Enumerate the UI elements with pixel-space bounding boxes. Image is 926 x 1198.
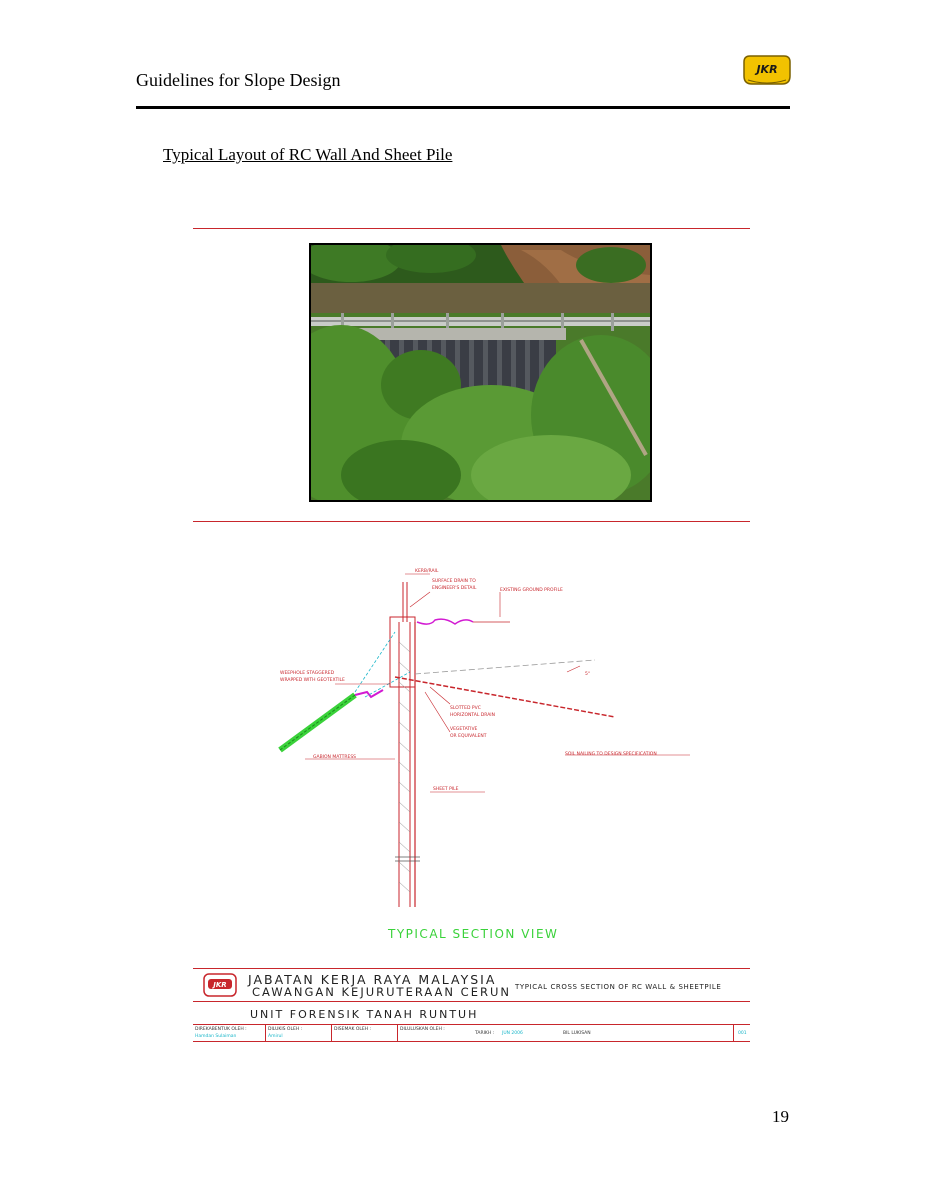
field-drawn-by: DILUKIS OLEH : xyxy=(268,1027,303,1032)
drawing-title: TYPICAL CROSS SECTION OF RC WALL & SHEETPILE xyxy=(515,983,722,991)
header-rule xyxy=(136,106,790,109)
label-drain: SURFACE DRAIN TO xyxy=(432,579,476,584)
field-date: TARIKH : xyxy=(475,1031,495,1036)
field-date-value: JUN 2006 xyxy=(502,1031,523,1036)
title-block-lower-rule xyxy=(193,1024,750,1025)
title-block-divider xyxy=(331,1024,332,1041)
field-approved-by: DILULUSKAN OLEH : xyxy=(400,1027,445,1032)
gabion-mattress-drawing xyxy=(280,690,383,750)
jkr-logo xyxy=(740,52,794,88)
org-line-2: CAWANGAN KEJURUTERAAN CERUN xyxy=(252,985,511,999)
label-soil-nailing: SOIL NAILING TO DESIGN SPECIFICATION xyxy=(565,752,657,757)
label-vegetation: VEGETATIVE xyxy=(450,727,478,732)
title-block-divider xyxy=(733,1024,734,1041)
site-photo xyxy=(309,243,652,502)
label-vegetation-2: OR EQUIVALENT xyxy=(450,734,487,739)
unit-name: UNIT FORENSIK TANAH RUNTUH xyxy=(250,1008,479,1021)
field-drawing-number-value: 001 xyxy=(738,1031,747,1036)
field-checked-by: DISEMAK OLEH : xyxy=(334,1027,372,1032)
title-block-divider xyxy=(265,1024,266,1041)
title-block-bottom-rule xyxy=(193,1041,750,1042)
title-block-top-rule xyxy=(193,968,750,969)
svg-text:JKR: JKR xyxy=(213,981,227,989)
label-sheet-pile: SHEET PILE xyxy=(433,787,459,792)
field-drawn-by-value: Amirul xyxy=(268,1034,283,1039)
label-weephole-2: WRAPPED WITH GEOTEXTILE xyxy=(280,678,345,683)
svg-text:JKR: JKR xyxy=(756,63,778,76)
label-slotted: SLOTTED PVC xyxy=(450,706,481,711)
org-line-1: JABATAN KERJA RAYA MALAYSIA xyxy=(248,972,497,987)
label-angle: 5° xyxy=(585,672,591,677)
header-title: Guidelines for Slope Design xyxy=(136,70,341,90)
page-number: 19 xyxy=(772,1107,789,1126)
sheet-pile-drawing xyxy=(390,582,420,907)
label-drain-2: ENGINEER'S DETAIL xyxy=(432,586,477,591)
label-gabion: GABION MATTRESS xyxy=(313,755,357,760)
title-block-divider xyxy=(397,1024,398,1041)
label-slotted-2: HORIZONTAL DRAIN xyxy=(450,713,495,718)
label-ground: EXISTING GROUND PROFILE xyxy=(500,588,563,593)
field-designed-by: DIREKABENTUK OLEH : xyxy=(195,1027,247,1032)
field-designed-by-value: Hamdan Sulaiman xyxy=(195,1034,237,1039)
drawing-caption: TYPICAL SECTION VIEW xyxy=(388,927,559,941)
title-block-logo xyxy=(203,973,237,997)
section-drawing xyxy=(255,562,725,952)
photo-top-rule xyxy=(193,228,750,229)
field-drawing-number: BIL LUKISAN xyxy=(563,1031,591,1036)
label-kerb: KERB/RAIL xyxy=(415,569,439,574)
photo-bottom-rule xyxy=(193,521,750,522)
label-weephole: WEEPHOLE STAGGERED xyxy=(280,671,335,676)
section-title: Typical Layout of RC Wall And Sheet Pile xyxy=(163,145,453,164)
title-block-mid-rule xyxy=(193,1001,750,1002)
